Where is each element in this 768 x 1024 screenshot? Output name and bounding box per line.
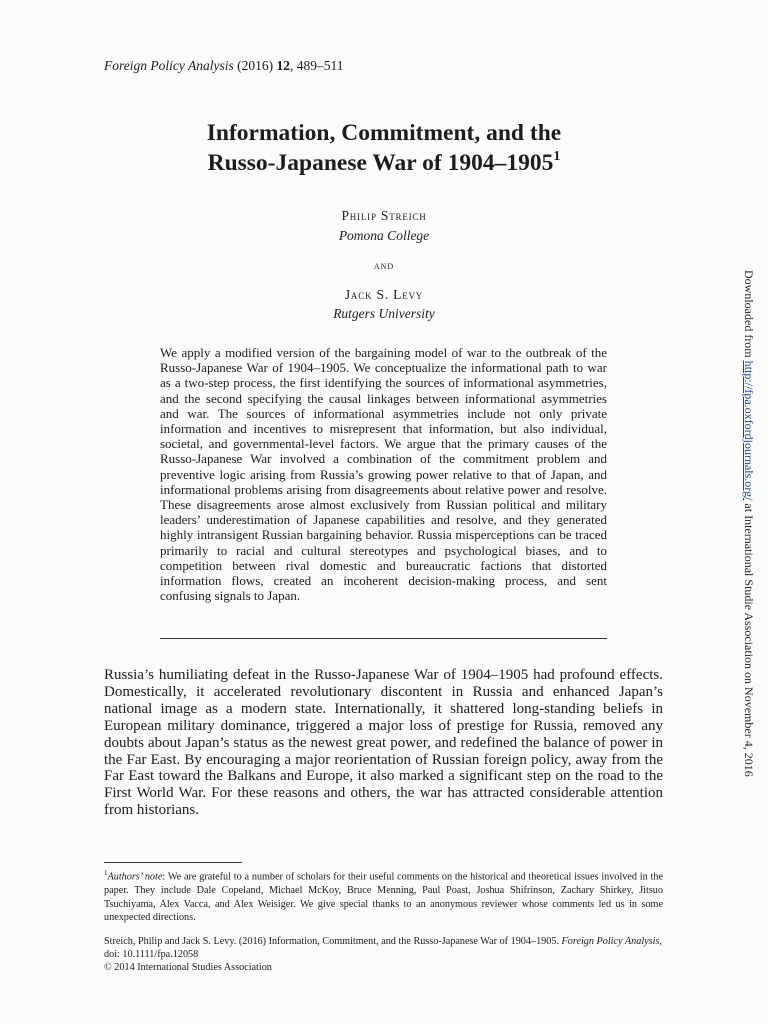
author-2-name: Jack S. Levy	[344, 287, 424, 302]
footnote-text: : We are grateful to a number of scholars for their useful comments on the historical and theoretical issues involved in the paper. They include Dale Copeland, Michael McKoy, Bruce Menning, Paul Poast, Joshua Shifrinson, Zachary Shirkey, Jitsuo Tsuchiyama, Alex Vacca, and Alex Weisiger. We give special thanks to an anonymous reviewer whose comments led us in some unexpected directions.	[104, 871, 663, 924]
abstract: We apply a modified version of the bargaining model of war to the outbreak of the Russo-Japanese War of 1904–1905. We conceptualize the informational path to war as a two-step process, the first identifying the sources of informational asymmetries, and the second specifying the causal linkages between informational asymmetries and war. The sources of informational asymmetries include not only private information and incentives to misrepresent that information, but also individual, societal, and governmental-level factors. We argue that the primary causes of the Russo-Japanese War involved a combination of the commitment problem and preventive logic arising from Russia’s growing power relative to that of Japan, and informational problems arising from disagreements about relative power and resolve. These disagreements arose almost exclusively from Russian political and military leaders’ underestimation of Japanese capabilities and resolve, and they generated highly intransigent Russian bargaining behavior. Russia misperceptions can be traced primarily to racial and cultural stereotypes and psychological biases, and to competition between rival domestic and bureaucratic factions that distorted information flows, created an incoherent decision-making process, and sent confusing signals to Japan.	[160, 345, 607, 604]
citation-doi[interactable]: , doi: 10.1111/fpa.12058	[104, 936, 662, 961]
citation-journal: Foreign Policy Analysis	[561, 936, 660, 947]
footnote	[104, 867, 663, 925]
body-paragraph: Russia’s humiliating defeat in the Russo-Japanese War of 1904–1905 had profound effects. Domestically, it accelerated revolutionary discontent in Russia and enhanced Japan’s national image as a modern state. Internationally, it shattered long-standing beliefs in European military dominance, triggered a major loss of prestige for Russia, removed any doubts about Japan’s status as the newest great power, and redefined the balance of power in the Far East. By encouraging a major reorientation of Russian foreign policy, away from the Far East toward the Balkans and Europe, it also marked a significant step on the road to the First World War. For these reasons and others, the war has attracted considerable attention from historians.	[104, 667, 663, 819]
journal-header	[104, 58, 343, 74]
copyright-line: © 2014 International Studies Association	[104, 962, 272, 974]
footnote-marker: 1	[104, 869, 108, 877]
journal-pages: , 489–511	[289, 58, 344, 73]
author-2-affiliation: Rutgers University	[333, 306, 435, 321]
journal-site-link[interactable]: http://fpa.oxfordjournals.org/	[742, 360, 756, 501]
download-watermark	[741, 270, 756, 777]
author-1-name: Philip Streich	[341, 208, 427, 223]
title-line-2: Russo-Japanese War of 1904–1905	[207, 150, 554, 176]
download-prefix: Downloaded from	[742, 270, 756, 361]
title-line-1: Information, Commitment, and the	[206, 120, 562, 146]
journal-year: (2016)	[237, 58, 274, 73]
citation-block	[104, 935, 663, 975]
author-1-affiliation: Pomona College	[338, 228, 430, 243]
download-suffix: at International Studie Association on November 4, 2016	[742, 500, 756, 777]
paper-title	[0, 118, 768, 178]
abstract-divider	[160, 638, 607, 639]
journal-name: Foreign Policy Analysis	[104, 58, 234, 73]
footnote-label: Authors’ note	[107, 871, 163, 883]
title-footnote-marker[interactable]: 1	[553, 149, 561, 164]
citation-text: Streich, Philip and Jack S. Levy. (2016) Information, Commitment, and the Russo-Japanese War of 1904–1905.	[104, 936, 562, 947]
journal-volume: 12	[276, 58, 290, 73]
author-separator: and	[373, 258, 395, 272]
footnote-divider	[104, 862, 242, 863]
